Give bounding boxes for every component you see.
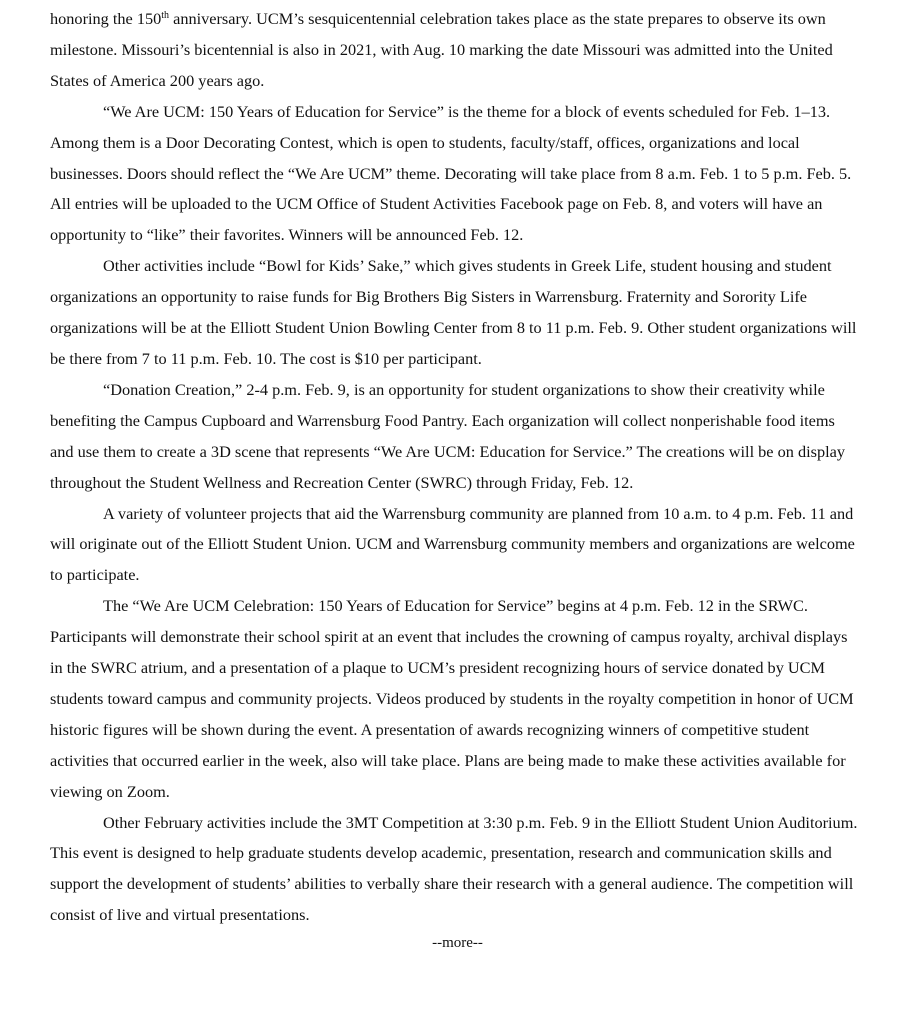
paragraph-anniversary-start: honoring the 150 bbox=[50, 9, 162, 28]
paragraph-anniversary-rest: anniversary. UCM’s sesquicentennial celebration takes place as the state prepares to observe its own milestone. Missouri’s bicentennial is also in 2021, with Aug. 10 marking the date Missouri was admitted into the United States of America 200 years ago. bbox=[50, 9, 833, 90]
paragraph-volunteer-projects: A variety of volunteer projects that aid the Warrensburg community are planned from 10 a.m. to 4 p.m. Feb. 11 and will originate out of the Elliott Student Union. UCM and Warrensburg community members and organizations are welcome to participate. bbox=[50, 503, 855, 585]
paragraph-bowl-for-kids: Other activities include “Bowl for Kids’ Sake,” which gives students in Greek Life, student housing and student organizations an opportunity to raise funds for Big Brothers Big Sisters in Warrensburg. Fraternity and Sorority Life organizations will be at the Elliott Student Union Bowling Center from 8 to 11 p.m. Feb. 9. Other student organizations will be there from 7 to 11 p.m. Feb. 10. The cost is $10 per participant. bbox=[50, 256, 857, 368]
more-marker: --more-- bbox=[432, 935, 483, 952]
ordinal-suffix: th bbox=[161, 10, 170, 21]
paragraph-celebration: The “We Are UCM Celebration: 150 Years of Education for Service” begins at 4 p.m. Feb. 12 in the SRWC. Participants will demonstrate their school spirit at an event that includes the crowning of campus royalty, archival displays in the SWRC atrium, and a presentation of a plaque to UCM’s president recognizing hours of service donated by UCM students toward campus and community projects. Videos produced by students in the royalty competition in honor of UCM historic figures will be shown during the event. A presentation of awards recognizing winners of competitive student activities that occurred earlier in the week, also will take place. Plans are being made to make these activities available for viewing on Zoom. bbox=[50, 596, 854, 801]
paragraph-anniversary bbox=[50, 4, 861, 97]
paragraph-theme-door-contest: “We Are UCM: 150 Years of Education for Service” is the theme for a block of events scheduled for Feb. 1–13. Among them is a Door Decorating Contest, which is open to students, faculty/staff, offices, organizations and local businesses. Doors should reflect the “We Are UCM” theme. Decorating will take place from 8 a.m. Feb. 1 to 5 p.m. Feb. 5. All entries will be uploaded to the UCM Office of Student Activities Facebook page on Feb. 8, and voters will have an opportunity to “like” their favorites. Winners will be announced Feb. 12. bbox=[50, 101, 852, 245]
paragraph-3mt-competition: Other February activities include the 3MT Competition at 3:30 p.m. Feb. 9 in the Elliott Student Union Auditorium. This event is designed to help graduate students develop academic, presentation, research and communication skills and support the development of students’ abilities to verbally share their research with a general audience. The competition will consist of live and virtual presentations. bbox=[50, 812, 858, 925]
paragraph-donation-creation: “Donation Creation,” 2-4 p.m. Feb. 9, is an opportunity for student organizations to show their creativity while benefiting the Campus Cupboard and Warrensburg Food Pantry. Each organization will collect nonperishable food items and use them to create a 3D scene that represents “We Are UCM: Education for Service.” The creations will be on display throughout the Student Wellness and Recreation Center (SWRC) through Friday, Feb. 12. bbox=[50, 379, 845, 492]
